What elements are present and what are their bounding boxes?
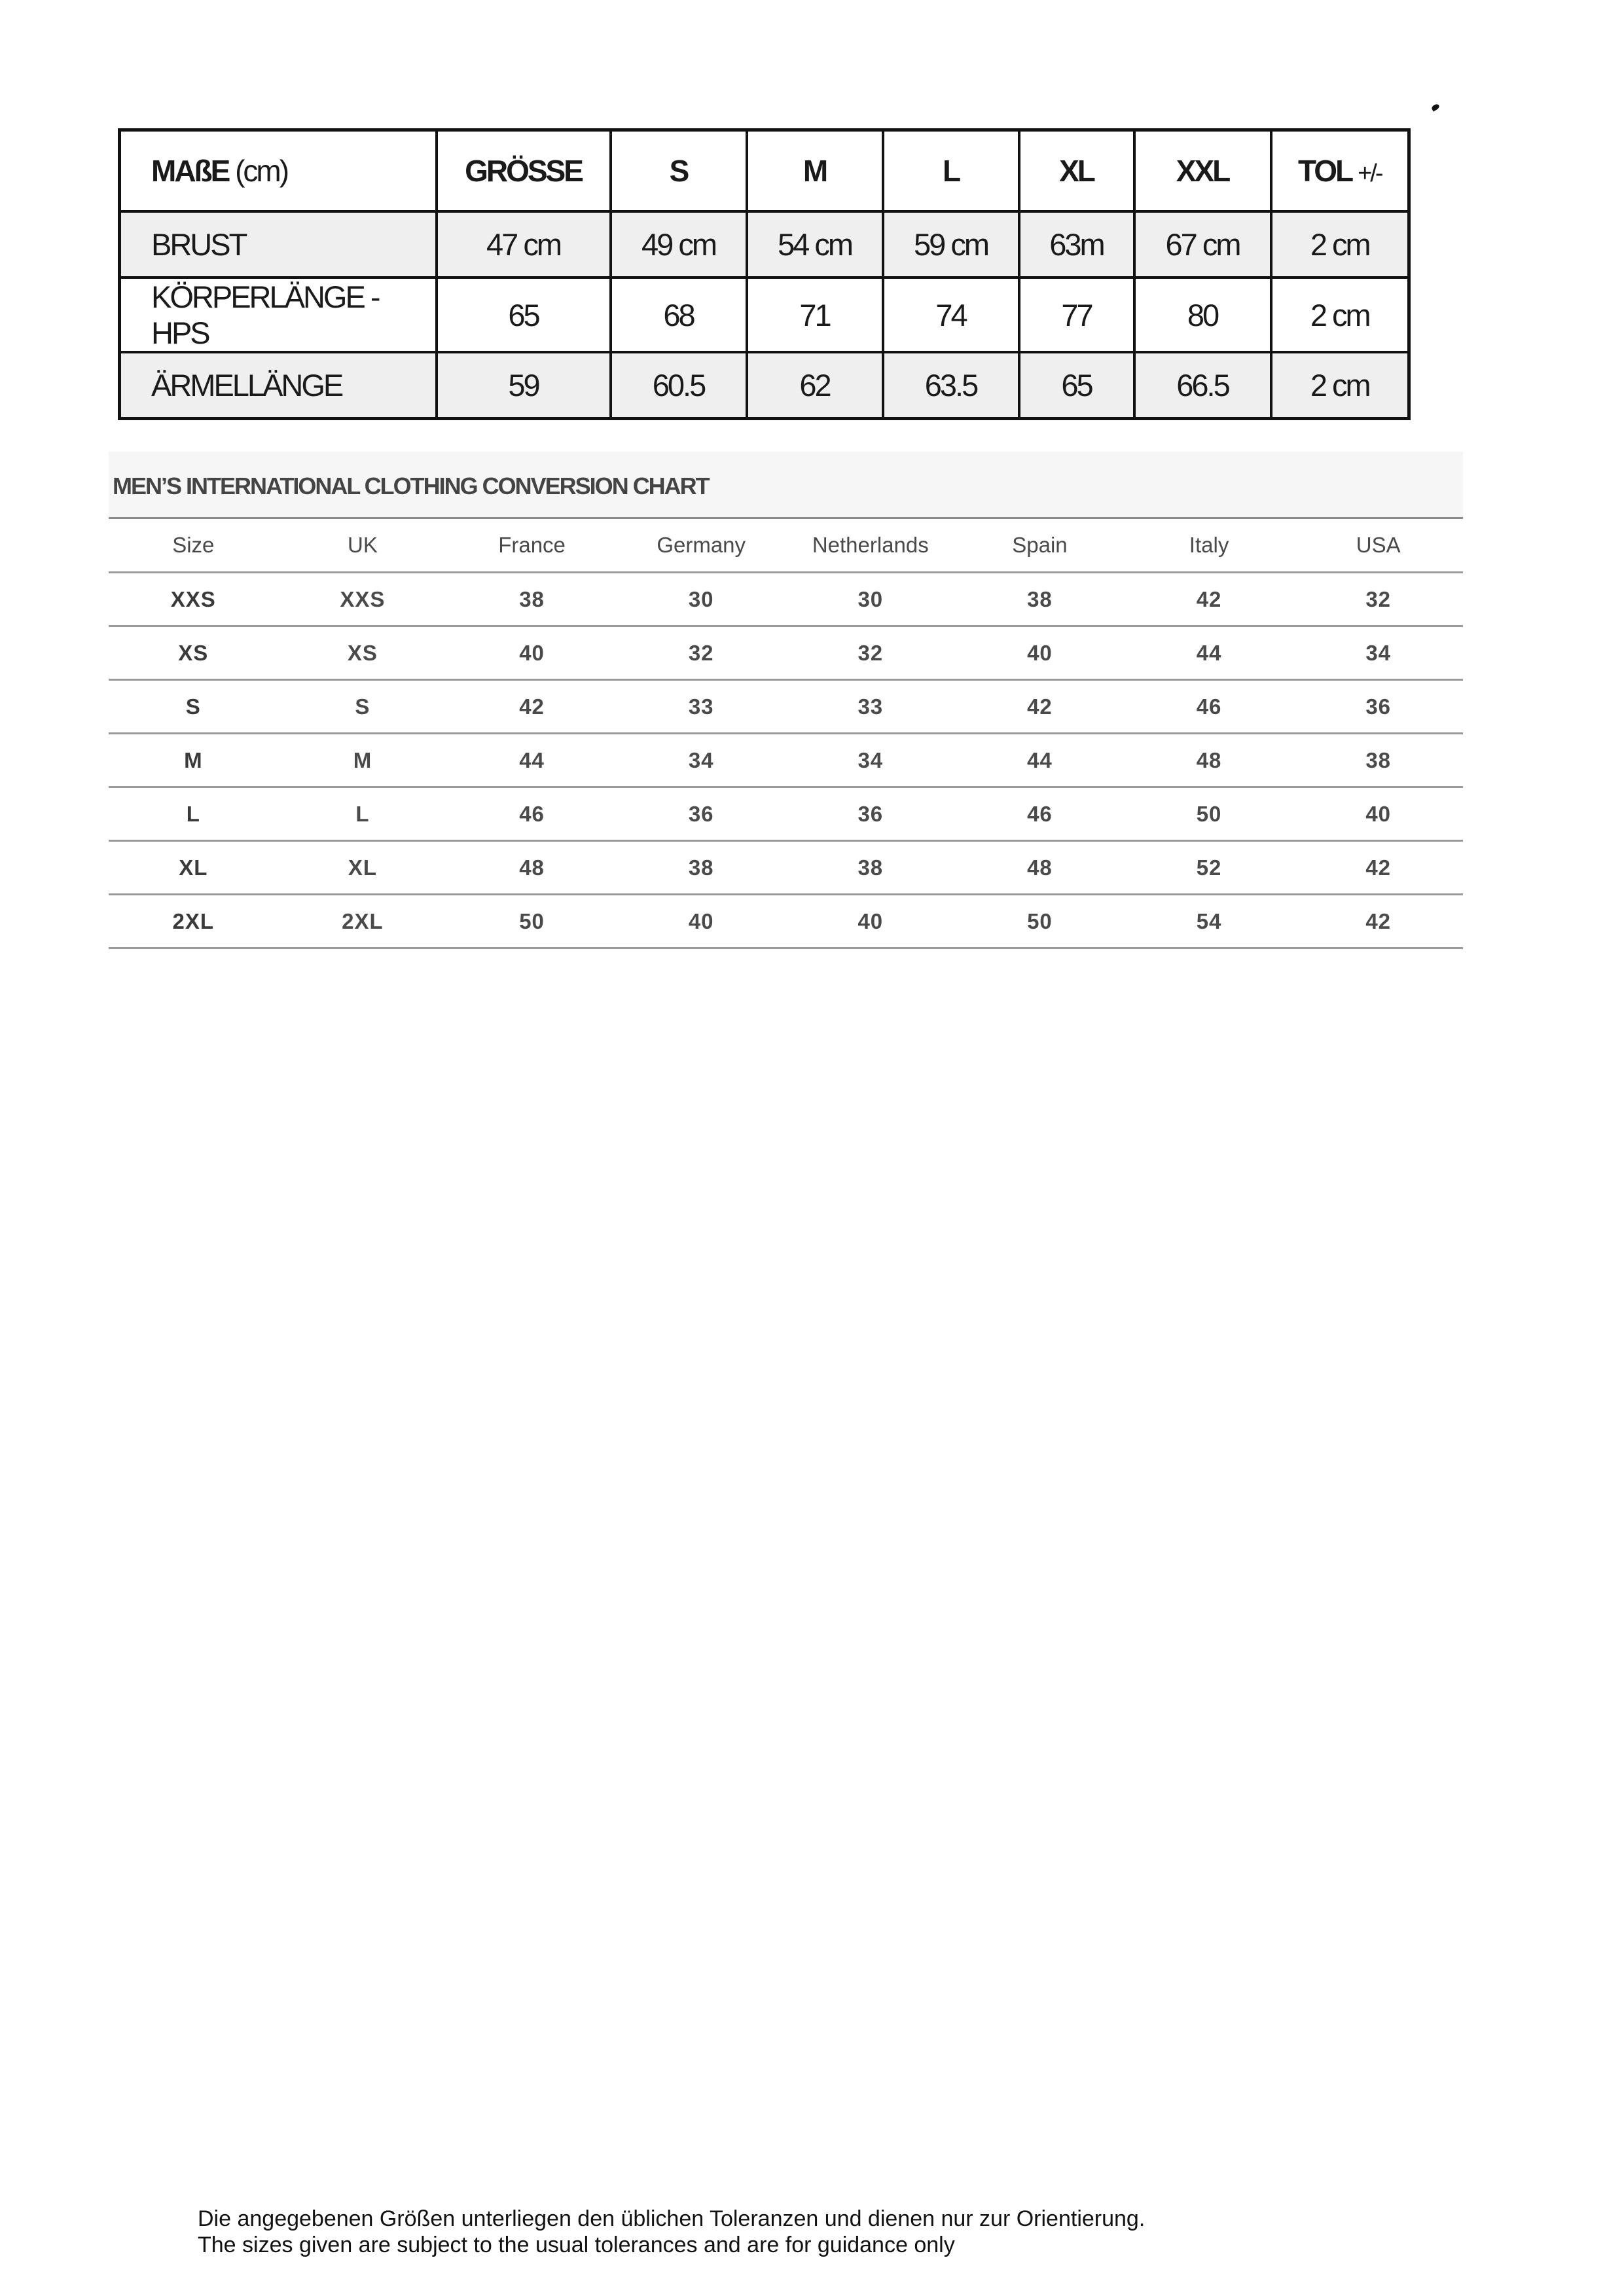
column-header: Size xyxy=(109,519,278,573)
measure-cell: 65 xyxy=(1019,352,1134,419)
conversion-row xyxy=(109,573,1463,626)
conversion-cell: 46 xyxy=(447,787,617,841)
conversion-cell: XS xyxy=(109,626,278,680)
conversion-cell: 42 xyxy=(1125,573,1294,626)
conversion-chart-table xyxy=(109,519,1463,949)
conversion-cell: 38 xyxy=(786,841,956,895)
conversion-cell: 40 xyxy=(955,626,1125,680)
conversion-cell: XL xyxy=(109,841,278,895)
measure-cell: 2 cm xyxy=(1271,278,1409,352)
conversion-cell: 50 xyxy=(447,895,617,948)
conversion-cell: 54 xyxy=(1125,895,1294,948)
measure-cell: 80 xyxy=(1134,278,1271,352)
measure-cell: 63m xyxy=(1019,211,1134,278)
conversion-cell: S xyxy=(278,680,448,734)
conversion-row xyxy=(109,787,1463,841)
measure-cell: 62 xyxy=(747,352,883,419)
header-measures: MAßE (cm) xyxy=(120,130,437,212)
header-tolerance: TOL +/- xyxy=(1271,130,1409,212)
measure-cell: 2 cm xyxy=(1271,352,1409,419)
column-header: Netherlands xyxy=(786,519,956,573)
conversion-cell: 38 xyxy=(1293,734,1463,787)
column-header: UK xyxy=(278,519,448,573)
conversion-cell: 44 xyxy=(955,734,1125,787)
conversion-cell: 42 xyxy=(1293,841,1463,895)
conversion-cell: 48 xyxy=(447,841,617,895)
conversion-cell: 36 xyxy=(786,787,956,841)
size-table-row xyxy=(120,352,1409,419)
measure-cell: 74 xyxy=(883,278,1019,352)
header-size-xl: XL xyxy=(1019,130,1134,212)
header-size-s: S xyxy=(611,130,747,212)
conversion-row xyxy=(109,680,1463,734)
conversion-cell: 38 xyxy=(617,841,786,895)
conversion-cell: 42 xyxy=(447,680,617,734)
conversion-cell: 30 xyxy=(786,573,956,626)
measure-label: BRUST xyxy=(120,211,437,278)
measure-label: KÖRPERLÄNGE -HPS xyxy=(120,278,437,352)
conversion-cell: XL xyxy=(278,841,448,895)
conversion-cell: 46 xyxy=(955,787,1125,841)
measure-cell: 68 xyxy=(611,278,747,352)
conversion-cell: 40 xyxy=(617,895,786,948)
conversion-cell: 2XL xyxy=(109,895,278,948)
conversion-header-row xyxy=(109,519,1463,573)
conversion-cell: 38 xyxy=(447,573,617,626)
conversion-cell: XS xyxy=(278,626,448,680)
conversion-cell: 44 xyxy=(1125,626,1294,680)
conversion-cell: 2XL xyxy=(278,895,448,948)
footer-note-german: Die angegebenen Größen unterliegen den üblichen Toleranzen und dienen nur zur Orientierung. xyxy=(198,2206,1146,2231)
header-size-xxl: XXL xyxy=(1134,130,1271,212)
column-header: USA xyxy=(1293,519,1463,573)
conversion-cell: 52 xyxy=(1125,841,1294,895)
conversion-cell: XXS xyxy=(278,573,448,626)
conversion-cell: 42 xyxy=(1293,895,1463,948)
conversion-cell: 33 xyxy=(786,680,956,734)
measure-cell: 63.5 xyxy=(883,352,1019,419)
conversion-cell: 50 xyxy=(955,895,1125,948)
conversion-cell: 44 xyxy=(447,734,617,787)
measure-cell: 59 xyxy=(437,352,611,419)
conversion-cell: 36 xyxy=(617,787,786,841)
conversion-cell: 36 xyxy=(1293,680,1463,734)
measure-cell: 71 xyxy=(747,278,883,352)
column-header: Germany xyxy=(617,519,786,573)
measure-cell: 54 cm xyxy=(747,211,883,278)
conversion-cell: 38 xyxy=(955,573,1125,626)
conversion-cell: L xyxy=(278,787,448,841)
conversion-cell: 40 xyxy=(447,626,617,680)
conversion-cell: XXS xyxy=(109,573,278,626)
conversion-cell: L xyxy=(109,787,278,841)
conversion-cell: 48 xyxy=(1125,734,1294,787)
measure-cell: 59 cm xyxy=(883,211,1019,278)
size-table-header-row xyxy=(120,130,1409,212)
conversion-cell: M xyxy=(278,734,448,787)
measure-cell: 60.5 xyxy=(611,352,747,419)
conversion-cell: 34 xyxy=(617,734,786,787)
measure-label: ÄRMELLÄNGE xyxy=(120,352,437,419)
column-header: France xyxy=(447,519,617,573)
conversion-cell: 34 xyxy=(786,734,956,787)
conversion-cell: 40 xyxy=(1293,787,1463,841)
column-header: Spain xyxy=(955,519,1125,573)
measure-cell: 47 cm xyxy=(437,211,611,278)
conversion-cell: 48 xyxy=(955,841,1125,895)
column-header: Italy xyxy=(1125,519,1294,573)
header-size-m: M xyxy=(747,130,883,212)
conversion-cell: 46 xyxy=(1125,680,1294,734)
conversion-row xyxy=(109,734,1463,787)
conversion-cell: 34 xyxy=(1293,626,1463,680)
header-size: GRÖSSE xyxy=(437,130,611,212)
measure-cell: 65 xyxy=(437,278,611,352)
header-size-l: L xyxy=(883,130,1019,212)
conversion-cell: 32 xyxy=(1293,573,1463,626)
conversion-cell: 32 xyxy=(786,626,956,680)
conversion-row xyxy=(109,895,1463,948)
conversion-cell: 33 xyxy=(617,680,786,734)
conversion-cell: 40 xyxy=(786,895,956,948)
measure-cell: 67 cm xyxy=(1134,211,1271,278)
footer-note-english: The sizes given are subject to the usual tolerances and are for guidance only xyxy=(198,2233,955,2257)
conversion-row xyxy=(109,841,1463,895)
measure-cell: 49 cm xyxy=(611,211,747,278)
conversion-cell: 32 xyxy=(617,626,786,680)
conversion-row xyxy=(109,626,1463,680)
measure-cell: 77 xyxy=(1019,278,1134,352)
conversion-cell: 50 xyxy=(1125,787,1294,841)
measure-cell: 66.5 xyxy=(1134,352,1271,419)
conversion-cell: S xyxy=(109,680,278,734)
corner-mark xyxy=(1431,103,1440,112)
size-table-row xyxy=(120,211,1409,278)
conversion-cell: 30 xyxy=(617,573,786,626)
conversion-cell: M xyxy=(109,734,278,787)
conversion-cell: 42 xyxy=(955,680,1125,734)
measure-cell: 2 cm xyxy=(1271,211,1409,278)
footer-notes xyxy=(198,2206,1145,2258)
conversion-chart-title: MEN’S INTERNATIONAL CLOTHING CONVERSION CHART xyxy=(113,473,709,499)
size-measurement-table xyxy=(118,128,1411,420)
size-table-row xyxy=(120,278,1409,352)
conversion-chart-title-bar xyxy=(109,452,1463,519)
